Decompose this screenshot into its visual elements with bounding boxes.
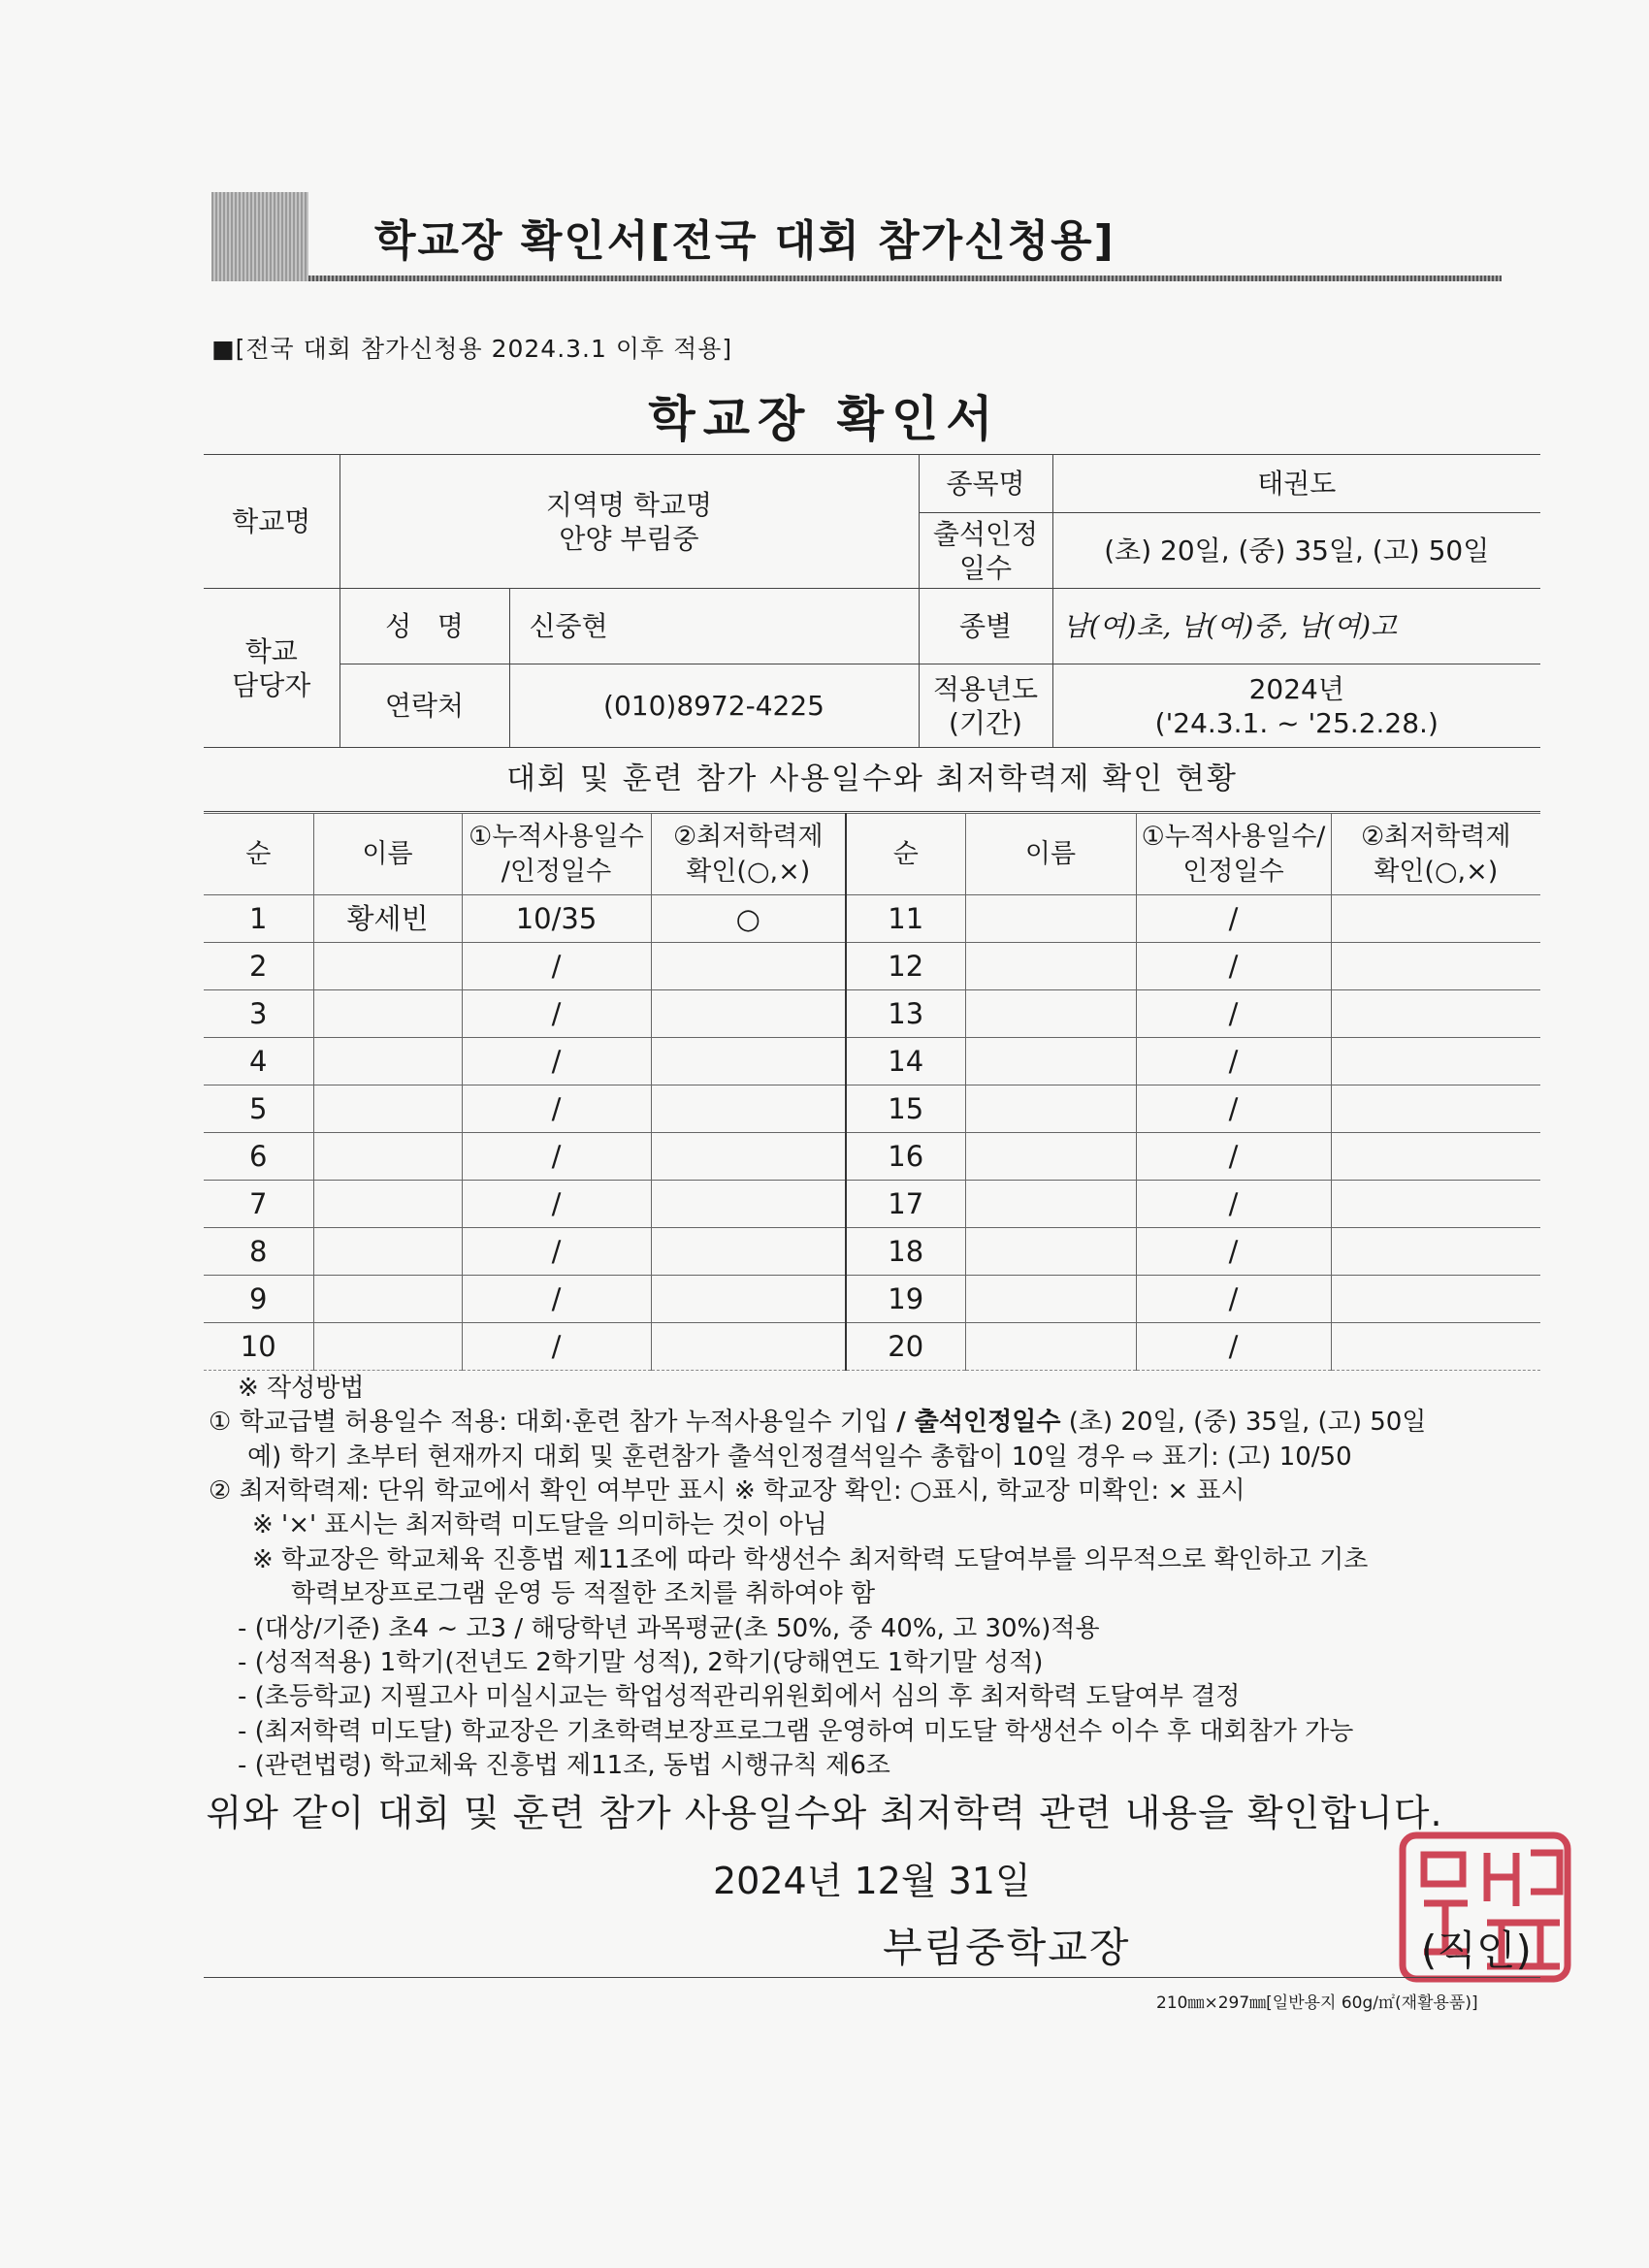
- cell-no-left: 7: [204, 1181, 313, 1228]
- cell-name-left: [313, 1228, 462, 1276]
- gender-label: 종별: [919, 589, 1052, 664]
- manager-label: 학교 담당자: [204, 589, 340, 748]
- cell-name-left: [313, 990, 462, 1038]
- sport-label: 종목명: [919, 455, 1052, 513]
- cell-check-left: ○: [651, 895, 846, 943]
- header-days-left: ①누적사용일수 /인정일수: [462, 814, 651, 895]
- attendance-label: 출석인정 일수: [919, 513, 1052, 589]
- cell-no-right: 14: [846, 1038, 965, 1085]
- cell-days-right: /: [1136, 1323, 1331, 1371]
- table-row: [204, 895, 1540, 943]
- school-value: [340, 455, 919, 589]
- table-row: [204, 990, 1540, 1038]
- cell-name-left: [313, 943, 462, 990]
- table-row: [204, 943, 1540, 990]
- header-name-left: 이름: [313, 814, 462, 895]
- cell-days-left: 10/35: [462, 895, 651, 943]
- cell-days-left: /: [462, 943, 651, 990]
- cell-name-left: [313, 1181, 462, 1228]
- cell-check-left: [651, 1038, 846, 1085]
- status-table: [204, 813, 1540, 1371]
- cell-days-right: /: [1136, 1133, 1331, 1181]
- table-row: [204, 1323, 1540, 1371]
- cell-days-left: /: [462, 1038, 651, 1085]
- applicability-note: ■[전국 대회 참가신청용 2024.3.1 이후 적용]: [211, 335, 733, 363]
- note-1-text: ① 학교급별 허용일수 적용: 대회·훈련 참가 누적사용일수 기입: [209, 1408, 897, 1438]
- cell-no-right: 20: [846, 1323, 965, 1371]
- cell-days-left: /: [462, 1276, 651, 1323]
- cell-days-left: /: [462, 1085, 651, 1133]
- issue-date: 2024년 12월 31일: [713, 1860, 1031, 1902]
- cell-name-right: [965, 990, 1136, 1038]
- cell-days-right: /: [1136, 990, 1331, 1038]
- cell-check-right: [1331, 1228, 1540, 1276]
- cell-no-left: 6: [204, 1133, 313, 1181]
- cell-check-left: [651, 1323, 846, 1371]
- cell-name-left: [313, 1133, 462, 1181]
- cell-check-right: [1331, 1323, 1540, 1371]
- cell-days-right: /: [1136, 1181, 1331, 1228]
- cell-check-right: [1331, 1085, 1540, 1133]
- cell-check-left: [651, 1181, 846, 1228]
- cell-days-right: /: [1136, 1276, 1331, 1323]
- note-1-bold: / 출석인정일수: [896, 1408, 1061, 1438]
- cell-no-left: 4: [204, 1038, 313, 1085]
- cell-no-left: 1: [204, 895, 313, 943]
- header-rule: [308, 275, 1502, 281]
- cell-no-right: 17: [846, 1181, 965, 1228]
- header-name-right: 이름: [965, 814, 1136, 895]
- header-no-left: 순: [204, 814, 313, 895]
- table-row: [204, 1085, 1540, 1133]
- cell-check-right: [1331, 1276, 1540, 1323]
- cell-name-right: [965, 895, 1136, 943]
- note-1: [209, 1406, 1547, 1440]
- cell-check-right: [1331, 943, 1540, 990]
- cell-name-left: 황세빈: [313, 895, 462, 943]
- year-label: 적용년도 (기간): [919, 664, 1052, 748]
- cell-name-left: [313, 1085, 462, 1133]
- cell-name-right: [965, 1181, 1136, 1228]
- cell-no-right: 18: [846, 1228, 965, 1276]
- cell-no-right: 15: [846, 1085, 965, 1133]
- cell-name-right: [965, 1085, 1136, 1133]
- bullet-laws: - (관련법령) 학교체육 진흥법 제11조, 동법 시행규칙 제6조: [238, 1750, 890, 1780]
- cell-check-left: [651, 990, 846, 1038]
- school-label: 학교명: [204, 455, 340, 589]
- note-2-sub-1: ※ '×' 표시는 최저학력 미도달을 의미하는 것이 아님: [252, 1510, 827, 1540]
- cell-name-left: [313, 1038, 462, 1085]
- cell-days-right: /: [1136, 1038, 1331, 1085]
- header-check-left: ②최저학력제 확인(○,×): [651, 814, 846, 895]
- cell-no-left: 5: [204, 1085, 313, 1133]
- cell-name-right: [965, 1228, 1136, 1276]
- cell-days-left: /: [462, 1181, 651, 1228]
- table-row: [204, 1038, 1540, 1085]
- year-period: ('24.3.1. ~ '25.2.28.): [1154, 706, 1439, 739]
- cell-days-left: /: [462, 1323, 651, 1371]
- cell-days-right: /: [1136, 895, 1331, 943]
- cell-days-left: /: [462, 1228, 651, 1276]
- table-row: [204, 1181, 1540, 1228]
- header-title: 학교장 확인서[전국 대회 참가신청용]: [374, 216, 1116, 266]
- header-no-right: 순: [846, 814, 965, 895]
- gender-value: 남(여)초, 남(여)중, 남(여)고: [1052, 589, 1540, 664]
- cell-no-left: 9: [204, 1276, 313, 1323]
- main-title: 학교장 확인서: [648, 391, 1001, 447]
- confirmation-statement: 위와 같이 대회 및 훈련 참가 사용일수와 최저학력 관련 내용을 확인합니다.: [206, 1792, 1443, 1834]
- bottom-rule: [204, 1977, 1540, 1978]
- cell-no-right: 11: [846, 895, 965, 943]
- cell-check-right: [1331, 1181, 1540, 1228]
- note-2: ② 최저학력제: 단위 학교에서 확인 여부만 표시 ※ 학교장 확인: ○표시, 학교장 미확인: × 표시: [209, 1476, 1245, 1507]
- cell-check-right: [1331, 1133, 1540, 1181]
- contact-label: 연락처: [340, 664, 509, 748]
- cell-no-right: 19: [846, 1276, 965, 1323]
- cell-no-right: 13: [846, 990, 965, 1038]
- cell-days-right: /: [1136, 1228, 1331, 1276]
- writing-instructions: [209, 1372, 1547, 1783]
- cell-name-right: [965, 943, 1136, 990]
- note-2-sub-2: ※ 학교장은 학교체육 진흥법 제11조에 따라 학생선수 최저학력 도달여부를 의무적으로 확인하고 기초: [252, 1544, 1369, 1574]
- note-2-sub-2-cont: 학력보장프로그램 운영 등 적절한 조치를 취하여야 함: [291, 1579, 876, 1609]
- cell-no-right: 16: [846, 1133, 965, 1181]
- cell-check-right: [1331, 895, 1540, 943]
- cell-days-left: /: [462, 1133, 651, 1181]
- status-section-title: 대회 및 훈련 참가 사용일수와 최저학력제 확인 현황: [204, 747, 1540, 812]
- cell-no-left: 10: [204, 1323, 313, 1371]
- cell-name-left: [313, 1276, 462, 1323]
- name-label: 성 명: [340, 589, 509, 664]
- school-line-name: 안양 부림중: [559, 522, 699, 555]
- bullet-elementary: - (초등학교) 지필고사 미실시교는 학업성적관리위원회에서 심의 후 최저학력 도달여부 결정: [238, 1682, 1241, 1712]
- table-row: [204, 1276, 1540, 1323]
- year-text: 2024년: [1248, 672, 1344, 705]
- note-1-example: 예) 학기 초부터 현재까지 대회 및 훈련참가 출석인정결석일수 총합이 10일 경우 ⇨ 표기: (고) 10/50: [247, 1442, 1352, 1472]
- cell-name-right: [965, 1038, 1136, 1085]
- school-line-region: 지역명 학교명: [545, 488, 713, 521]
- bullet-target: - (대상/기준) 초4 ~ 고3 / 해당학년 과목평균(초 50%, 중 40%, 고 30%)적용: [238, 1613, 1100, 1643]
- contact-value: (010)8972-4225: [509, 664, 919, 748]
- cell-no-left: 8: [204, 1228, 313, 1276]
- notes-heading: ※ 작성방법: [238, 1374, 365, 1403]
- cell-name-right: [965, 1323, 1136, 1371]
- cell-name-right: [965, 1133, 1136, 1181]
- paper-spec: 210㎜×297㎜[일반용지 60g/㎡(재활용품)]: [1156, 1993, 1478, 2013]
- header-check-right: ②최저학력제 확인(○,×): [1331, 814, 1540, 895]
- header-gray-block: [211, 192, 308, 281]
- cell-check-left: [651, 1133, 846, 1181]
- note-1-days: (초) 20일, (중) 35일, (고) 50일: [1060, 1408, 1427, 1438]
- table-row: [204, 1228, 1540, 1276]
- cell-name-right: [965, 1276, 1136, 1323]
- school-info-table: [204, 454, 1540, 748]
- sport-value: 태권도: [1052, 455, 1540, 513]
- year-value: [1052, 664, 1540, 748]
- cell-check-right: [1331, 1038, 1540, 1085]
- name-value: 신중현: [509, 589, 919, 664]
- cell-check-left: [651, 1276, 846, 1323]
- table-row: [204, 1133, 1540, 1181]
- bullet-below-minimum: - (최저학력 미도달) 학교장은 기초학력보장프로그램 운영하여 미도달 학생선수 이수 후 대회참가 가능: [238, 1716, 1354, 1746]
- cell-no-right: 12: [846, 943, 965, 990]
- header-days-right: ①누적사용일수/ 인정일수: [1136, 814, 1331, 895]
- bullet-grades: - (성적적용) 1학기(전년도 2학기말 성적), 2학기(당해연도 1학기말 성적): [238, 1647, 1044, 1677]
- cell-check-left: [651, 1085, 846, 1133]
- form-header: [211, 192, 1502, 281]
- cell-name-left: [313, 1323, 462, 1371]
- cell-days-right: /: [1136, 1085, 1331, 1133]
- status-rows: [204, 895, 1540, 1371]
- cell-check-left: [651, 1228, 846, 1276]
- cell-days-right: /: [1136, 943, 1331, 990]
- seal-label: (직인): [1421, 1927, 1532, 1974]
- cell-check-left: [651, 943, 846, 990]
- cell-no-left: 2: [204, 943, 313, 990]
- cell-days-left: /: [462, 990, 651, 1038]
- attendance-value: (초) 20일, (중) 35일, (고) 50일: [1052, 513, 1540, 589]
- cell-no-left: 3: [204, 990, 313, 1038]
- cell-check-right: [1331, 990, 1540, 1038]
- principal-title: 부림중학교장: [883, 1924, 1131, 1971]
